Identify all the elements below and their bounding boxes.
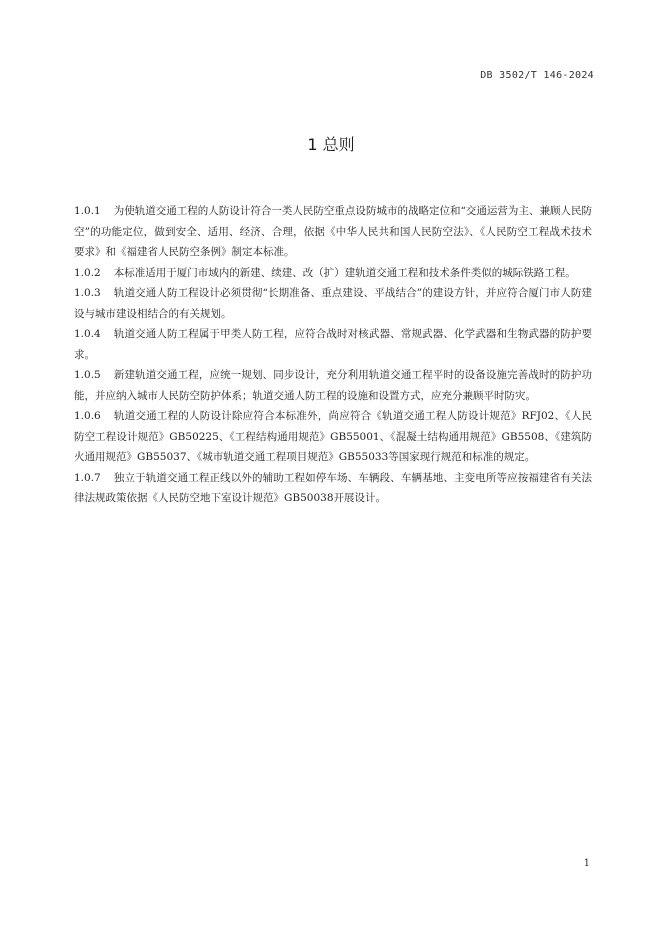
clause-text: 新建轨道交通工程，应统一规划、同步设计，充分利用轨道交通工程平时的设备设施完善战时的防护功能，并应纳入城市人民防空防护体系；轨道交通人防工程的设施和设置方式，应充分兼顾平时防灾。: [74, 369, 592, 402]
page-number: 1: [583, 858, 590, 869]
clause-1-0-2: [74, 263, 592, 284]
clause-number: 1.0.3: [74, 287, 101, 299]
clause-1-0-5: [74, 365, 592, 406]
clause-1-0-6: [74, 406, 592, 468]
clause-1-0-7: [74, 468, 592, 509]
clause-text: 轨道交通人防工程设计必须贯彻“长期准备、重点建设、平战结合”的建设方针，并应符合厦门市人防建设与城市建设相结合的有关规划。: [74, 287, 592, 320]
clause-1-0-3: [74, 283, 592, 324]
clause-number: 1.0.5: [74, 369, 101, 381]
clause-text: 独立于轨道交通工程正线以外的辅助工程如停车场、车辆段、车辆基地、主变电所等应按福建省有关法律法规政策依据《人民防空地下室设计规范》GB50038开展设计。: [74, 471, 592, 504]
clause-number: 1.0.4: [74, 328, 101, 340]
clause-number: 1.0.1: [74, 205, 101, 217]
clause-list: [74, 201, 592, 509]
clause-1-0-4: [74, 324, 592, 365]
clause-text: 为使轨道交通工程的人防设计符合一类人民防空重点设防城市的战略定位和“交通运营为主、兼顾人民防空”的功能定位，做到安全、适用、经济、合理，依据《中华人民共和国人民防空法》、《人民防空工程战术技术要求》和《福建省人民防空条例》制定本标准。: [74, 205, 592, 258]
clause-text: 轨道交通人防工程属于甲类人防工程，应符合战时对核武器、常规武器、化学武器和生物武器的防护要求。: [74, 328, 592, 361]
document-code: DB 3502/T 146-2024: [480, 70, 594, 81]
clause-number: 1.0.2: [74, 266, 101, 279]
clause-1-0-1: [74, 201, 592, 263]
clause-text: 轨道交通工程的人防设计除应符合本标准外，尚应符合《轨道交通工程人防设计规范》RFJ02、《人民防空工程设计规范》GB50225、《工程结构通用规范》GB55001、《混凝土结构通用规范》GB5508、《建筑防火通用规范》GB55037、《城市轨道交通工程项目规范》GB55033等国家现行规范和标准的规定。: [74, 410, 592, 463]
clause-number: 1.0.6: [74, 410, 101, 422]
clause-number: 1.0.7: [74, 471, 101, 484]
clause-text: 本标准适用于厦门市域内的新建、续建、改（扩）建轨道交通工程和技术条件类似的城际铁路工程。: [113, 266, 576, 279]
chapter-title: 1 总则: [307, 135, 355, 154]
